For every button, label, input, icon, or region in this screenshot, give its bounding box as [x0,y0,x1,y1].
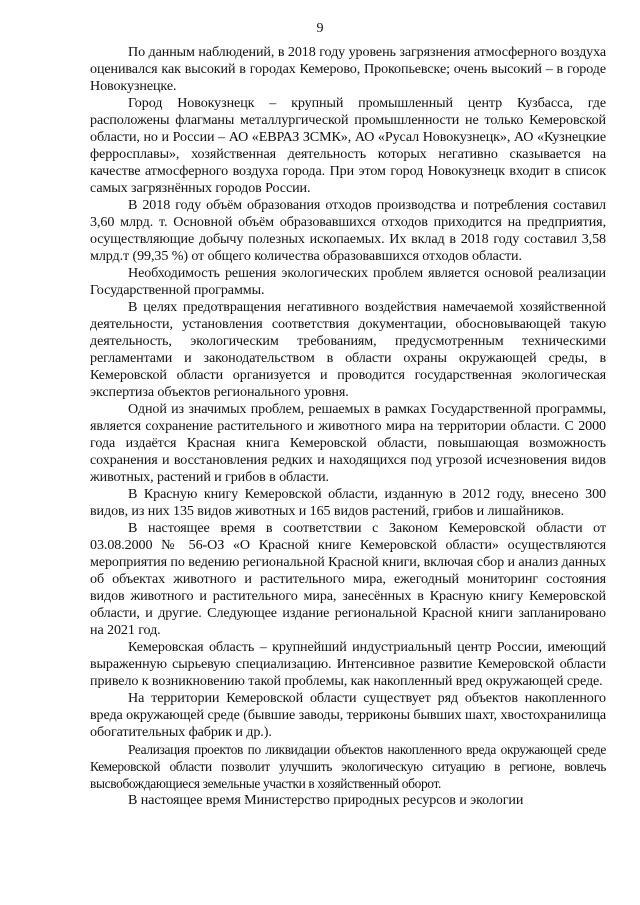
paragraph-air-pollution: По данным наблюдений, в 2018 году уровень загрязнения атмосферного воздуха оценивался как высокий в городах Кемерово, Прокопьевске; очень высокий – в городе Новокузнецке. [90,44,606,94]
page-number: 9 [316,21,324,36]
paragraph-red-book-law: В настоящее время в соответствии с Законом Кемеровской области от 03.08.2000 № 56-ОЗ «О Красной книге Кемеровской области» осуществляются мероприятия по ведению региональной Красной книги, включая сбор и анализ данных об объектах животного и растительного мира, ежегодный мониторинг состояния видов животного и растительного мира, занесённых в Красную книгу Кемеровской области, и другие. Следующее издание региональной Красной книги запланировано на 2021 год. [90,520,606,638]
paragraph-novokuznetsk: Город Новокузнецк – крупный промышленный центр Кузбасса, где расположены флагманы металлургической промышленности не только Кемеровской области, но и России – АО «ЕВРАЗ ЗСМК», АО «Русал Новокузнецк», АО «Кузнецкие ферросплавы», хозяйственная деятельность которых негативно сказывается на качестве атмосферного воздуха города. При этом город Новокузнецк входит в список самых загрязнённых городов России. [90,95,606,196]
paragraph-waste-volume: В 2018 году объём образования отходов производства и потребления составил 3,60 млрд. т. Основной объём образовавшихся отходов приходится на предприятия, осуществляющие добычу полезных ископаемых. Их вклад в 2018 году составил 3,58 млрд.т (99,35 %) от общего количества образовавшихся отходов области. [90,197,606,264]
paragraph-red-book-species: В Красную книгу Кемеровской области, изданную в 2012 году, внесено 300 видов, из них 135 видов животных и 165 видов растений, грибов и лишайников. [90,486,606,519]
paragraph-ministry: В настоящее время Министерство природных ресурсов и экологии [128,792,524,808]
paragraph-program-basis: Необходимость решения экологических проблем является основой реализации Государственной программы. [90,265,606,298]
paragraph-red-book-intro: Одной из значимых проблем, решаемых в рамках Государственной программы, является сохранение растительного и животного мира на территории области. С 2000 года издаётся Красная книга Кемеровской области, повышающая возможность сохранения и восстановления редких и находящихся под угрозой исчезновения видов животных, растений и грибов в области. [90,401,606,485]
paragraph-accumulated-harm: На территории Кемеровской области существует ряд объектов накопленного вреда окружающей среде (бывшие заводы, терриконы бывших шахт, хвостохранилища обогатительных фабрик и др.). [90,690,606,740]
paragraph-ecological-expertise: В целях предотвращения негативного воздействия намечаемой хозяйственной деятельности, установления соответствия документации, обосновывающей такую деятельность, экологическим требованиям, предусмотренным техническими регламентами и законодательством в области охраны окружающей среды, в Кемеровской области организуется и проводится государственная экологическая экспертиза объектов регионального уровня. [90,299,606,400]
paragraph-industrial-center: Кемеровская область – крупнейший индустриальный центр России, имеющий выраженную сырьевую специализацию. Интенсивное развитие Кемеровской области привело к возникновению такой проблемы, как накопленный вред окружающей среде. [90,639,606,689]
paragraph-liquidation-projects: Реализация проектов по ликвидации объектов накопленного вреда окружающей среде Кемеровской области позволит улучшить экологическую ситуацию в регионе, вовлечь высвобождающиеся земельные участки в хозяйственный оборот. [90,742,606,791]
document-body [90,44,606,809]
